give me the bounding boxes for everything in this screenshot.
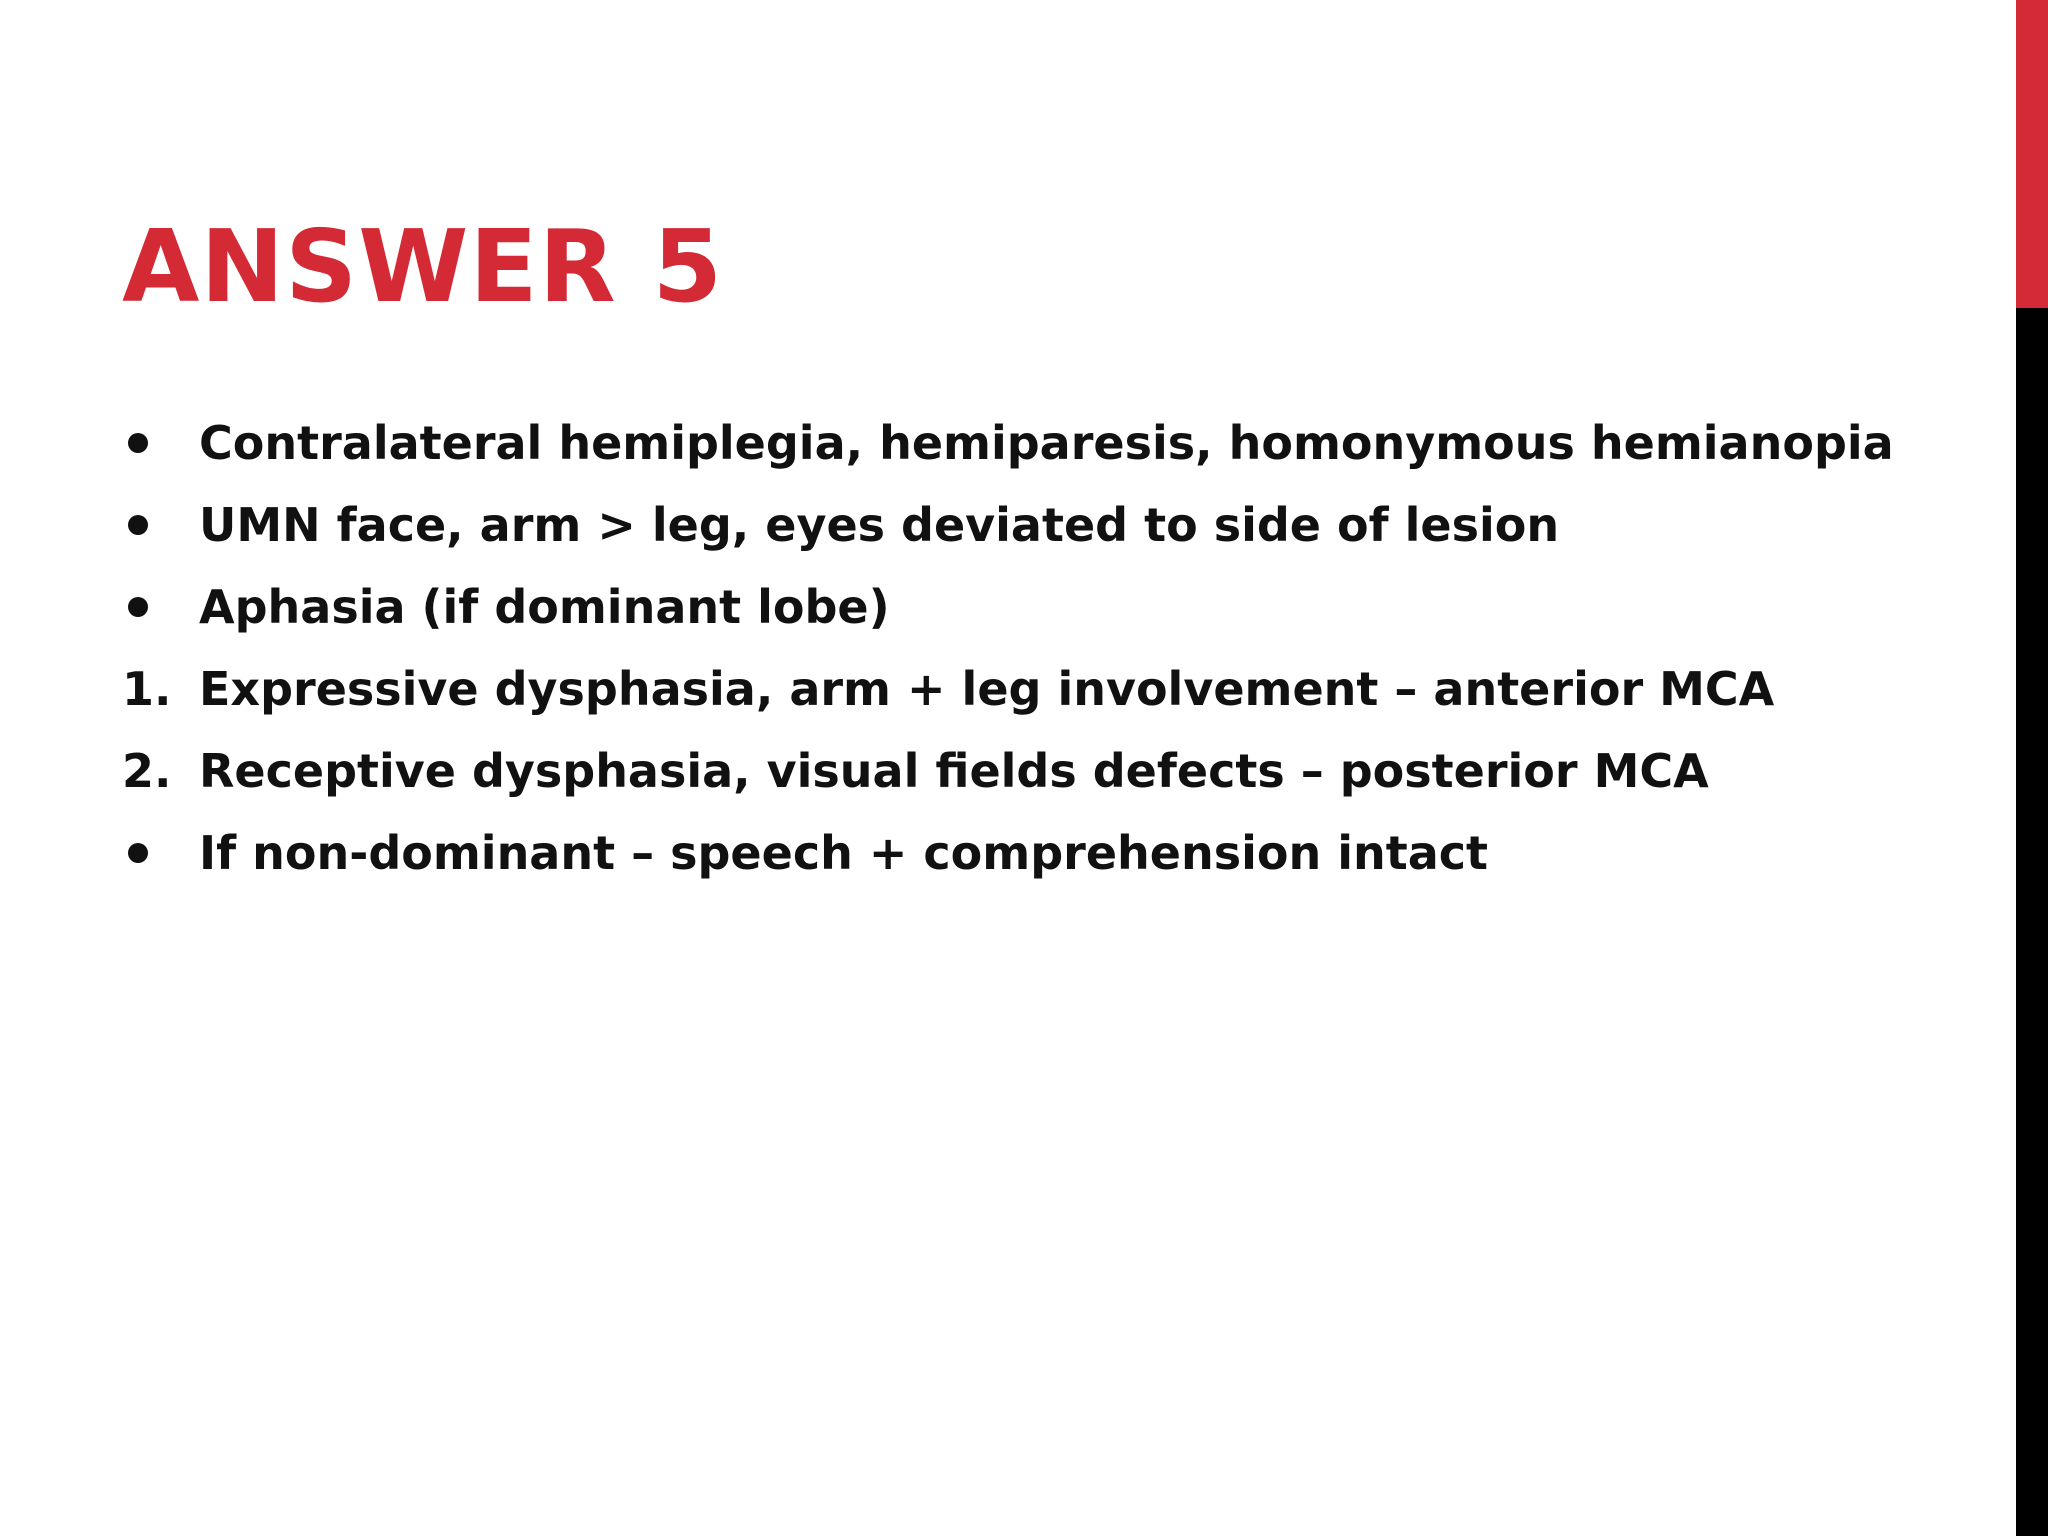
bullet-icon — [128, 597, 148, 617]
list-item — [122, 648, 1982, 730]
list-item-text: Expressive dysphasia, arm + leg involvement – anterior MCA — [199, 662, 1775, 716]
list-item-text: Receptive dysphasia, visual fields defects – posterior MCA — [199, 744, 1709, 798]
side-accent-bar-red — [2016, 0, 2048, 308]
list-item-text: Contralateral hemiplegia, hemiparesis, homonymous hemianopia — [199, 416, 1894, 470]
list-item — [122, 730, 1982, 812]
side-accent-bar-black — [2016, 308, 2048, 1536]
list-number: 1. — [122, 662, 172, 716]
list-item-text: Aphasia (if dominant lobe) — [199, 580, 890, 634]
slide-title: ANSWER 5 — [122, 208, 724, 325]
bullet-icon — [128, 515, 148, 535]
number-marker — [122, 662, 199, 716]
list-item — [122, 402, 1982, 484]
list-item — [122, 484, 1982, 566]
list-item — [122, 812, 1982, 894]
bullet-icon — [128, 843, 148, 863]
list-item — [122, 566, 1982, 648]
list-item-text: UMN face, arm > leg, eyes deviated to side of lesion — [199, 498, 1560, 552]
list-item-text: If non-dominant – speech + comprehension intact — [199, 826, 1489, 880]
bullet-marker — [122, 433, 199, 453]
bullet-icon — [128, 433, 148, 453]
bullet-marker — [122, 597, 199, 617]
bullet-marker — [122, 843, 199, 863]
number-marker — [122, 744, 199, 798]
list-number: 2. — [122, 744, 172, 798]
bullet-marker — [122, 515, 199, 535]
answer-list — [122, 402, 1982, 894]
